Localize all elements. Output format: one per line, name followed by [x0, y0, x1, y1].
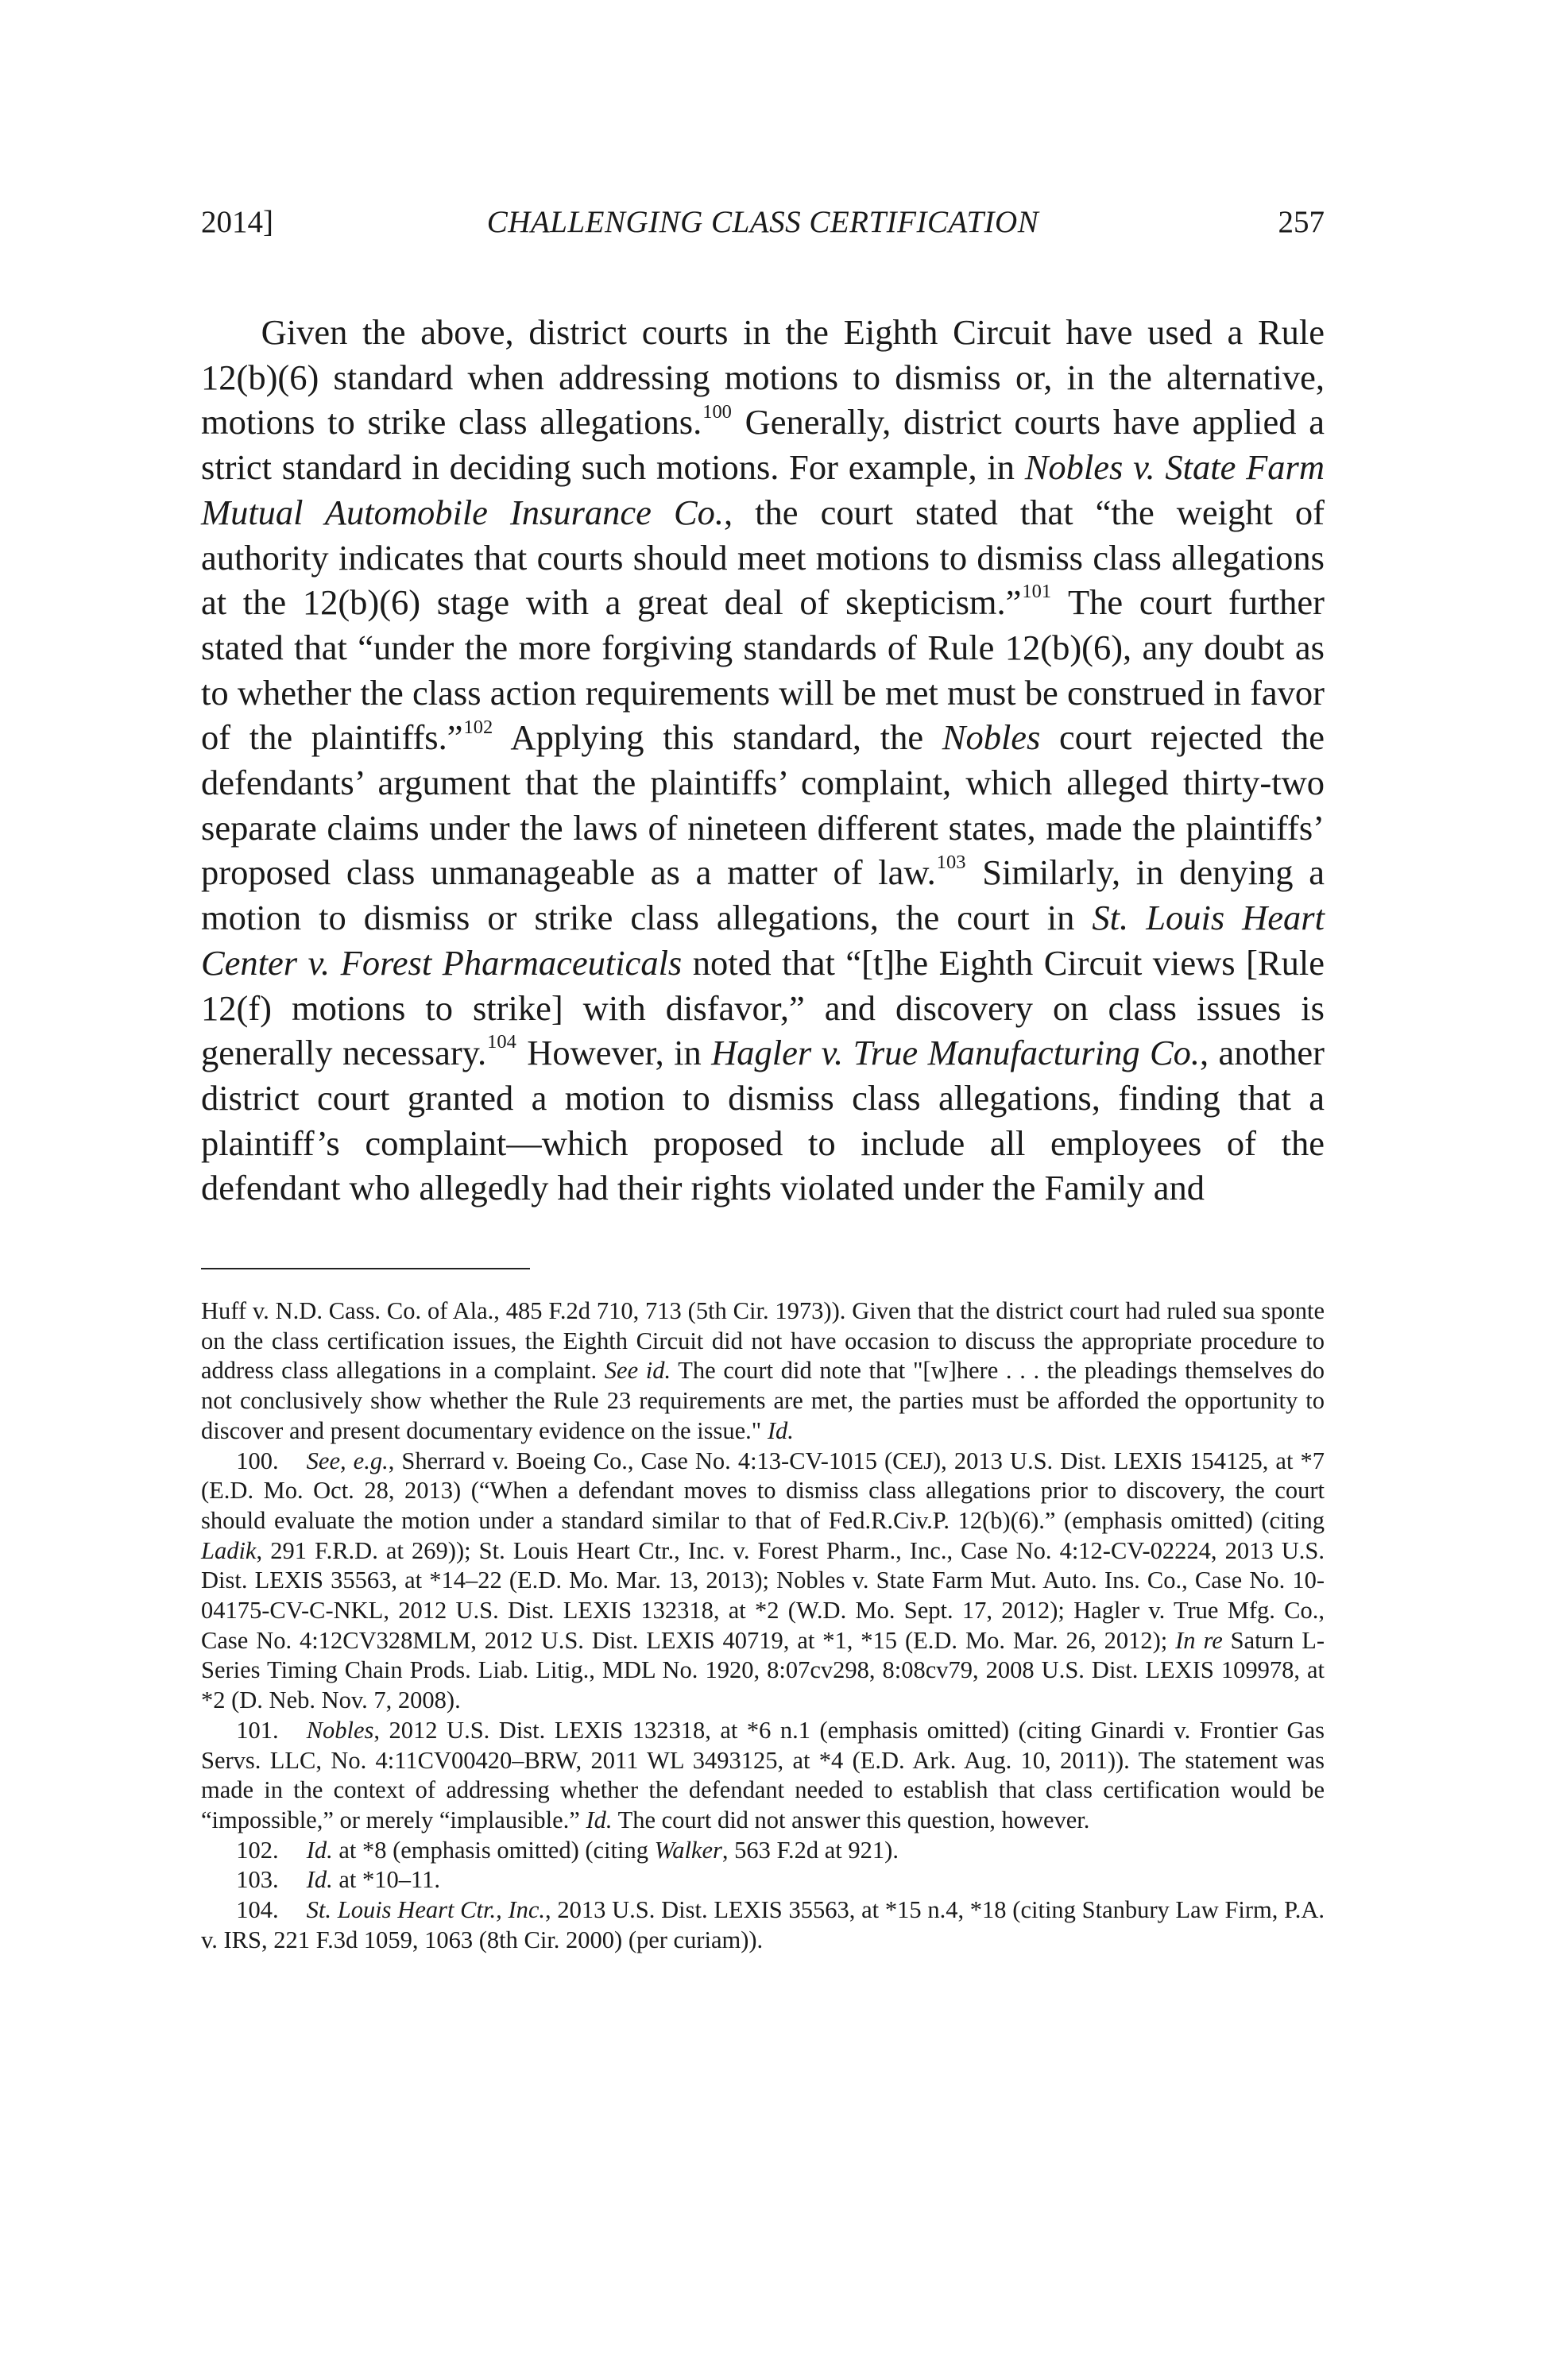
footnote-continued: [201, 1296, 1325, 1447]
body-text-run: noted that “[t]he Eighth Circuit views [Rule 12(f) motions to strike] with disfavor,” and discovery on class issues is generally necessary.: [201, 942, 1325, 1073]
page-number: 257: [1278, 205, 1325, 239]
footnote-case-name: Nobles: [306, 1716, 374, 1744]
footnote-ref-102[interactable]: 102: [463, 716, 493, 738]
footnote-signal: Id.: [306, 1866, 333, 1894]
footnote-signal: Id.: [306, 1836, 333, 1864]
footnote-number: 101.: [236, 1716, 279, 1744]
body-text-run: Applying this standard, the: [493, 717, 942, 758]
footnote-signal: Id.: [767, 1416, 794, 1444]
case-name-st-louis-heart: St. Louis Heart Center v. Forest Pharmaceuticals: [201, 898, 1325, 983]
footnote-signal: In re: [1175, 1626, 1223, 1654]
footnote-text: , 563 F.2d at 921).: [721, 1836, 899, 1864]
footnote-text: , 2013 U.S. Dist. LEXIS 35563, at *15 n.4, *18 (citing Stanbury Law Firm, P.A. v. IRS, 221 F.3d 1059, 1063 (8th Cir. 2000) (per curiam)).: [201, 1896, 1325, 1953]
footnote-case-name: Ladik: [201, 1536, 257, 1564]
footnote-text: The court did not answer this question, however.: [612, 1806, 1090, 1833]
body-paragraph: [201, 310, 1325, 1211]
footnote-text: Huff v. N.D. Cass. Co. of Ala., 485 F.2d 710, 713 (5th Cir. 1973)). Given that the district court had ruled sua sponte on the class certification issues, the Eighth Circuit did not have occasion to discuss the appropriate procedure to address class allegations in a complaint.: [201, 1297, 1325, 1385]
body-text-run: Given the above, district courts in the Eighth Circuit have used a Rule 12(b)(6) standard when addressing motions to dismiss or, in the alternative, motions to strike class allegations.: [201, 312, 1325, 442]
footnote-100: [201, 1447, 1325, 1716]
body-text-run: Generally, district courts have applied a strict standard in deciding such motions. For example, in: [201, 402, 1325, 488]
footnote-text: at *10–11.: [332, 1866, 440, 1894]
case-name-nobles: Nobles v. State Farm Mutual Automobile Insurance Co.: [201, 447, 1325, 532]
case-name-hagler: Hagler v. True Manufacturing Co.: [711, 1033, 1201, 1073]
volume-year: 2014]: [201, 205, 273, 239]
case-name-nobles-short: Nobles: [942, 717, 1041, 758]
footnote-ref-100[interactable]: 100: [702, 400, 732, 423]
body-text-run: court rejected the defendants’ argument that the plaintiffs’ complaint, which alleged thirty-two separate claims under the laws of nineteen different states, made the plaintiffs’ proposed class unmanageable as a matter of law.: [201, 717, 1325, 893]
body-text-run: , the court stated that “the weight of authority indicates that courts should meet motions to dismiss class allegations at the 12(b)(6) stage with a great deal of skepticism.”: [201, 492, 1325, 623]
footnote-104: [201, 1895, 1325, 1955]
footnote-case-name: Walker: [654, 1836, 722, 1864]
footnote-divider: [201, 1268, 530, 1269]
footnote-number: 102.: [236, 1836, 279, 1864]
footnote-ref-104[interactable]: 104: [487, 1031, 516, 1053]
body-text-run: However, in: [516, 1033, 712, 1073]
footnote-103: [201, 1865, 1325, 1895]
footnote-102: [201, 1836, 1325, 1866]
footnote-text: at *8 (emphasis omitted) (citing: [332, 1836, 655, 1864]
footnote-text: , 291 F.R.D. at 269)); St. Louis Heart Ctr., Inc. v. Forest Pharm., Inc., Case No. 4:12-CV-02224, 2013 U.S. Dist. LEXIS 35563, at *14–22 (E.D. Mo. Mar. 13, 2013); Nobles v. State Farm Mut. Auto. Ins. Co., Case No. 10-04175-CV-C-NKL, 2012 U.S. Dist. LEXIS 132318, at *2 (W.D. Mo. Sept. 17, 2012); Hagler v. True Mfg. Co., Case No. 4:12CV328MLM, 2012 U.S. Dist. LEXIS 40719, at *1, *15 (E.D. Mo. Mar. 26, 2012);: [201, 1536, 1325, 1654]
footnote-101: [201, 1716, 1325, 1836]
footnote-text: , Sherrard v. Boeing Co., Case No. 4:13-CV-1015 (CEJ), 2013 U.S. Dist. LEXIS 154125, at *7 (E.D. Mo. Oct. 28, 2013) (“When a defendant moves to dismiss class allegations prior to discovery, the court should evaluate the motion under a standard similar to that of Fed.R.Civ.P. 12(b)(6).” (emphasis omitted) (citing: [201, 1447, 1325, 1534]
footnote-case-name: St. Louis Heart Ctr., Inc.: [306, 1896, 546, 1924]
footnote-ref-101[interactable]: 101: [1022, 581, 1052, 603]
footnote-text: Saturn L-Series Timing Chain Prods. Liab. Litig., MDL No. 1920, 8:07cv298, 8:08cv79, 2008 U.S. Dist. LEXIS 109978, at *2 (D. Neb. Nov. 7, 2008).: [201, 1626, 1325, 1714]
footnote-number: 100.: [236, 1447, 279, 1474]
article-short-title: CHALLENGING CLASS CERTIFICATION: [486, 205, 1039, 239]
running-head: [201, 199, 1325, 246]
footnote-ref-103[interactable]: 103: [936, 851, 966, 873]
footnotes-section: [201, 1296, 1325, 1955]
body-text-run: Similarly, in denying a motion to dismiss or strike class allegations, the court in: [201, 852, 1325, 938]
footnote-number: 104.: [236, 1896, 279, 1924]
body-text-run: , another district court granted a motion to dismiss class allegations, finding that a plaintiff’s complaint—which proposed to include all employees of the defendant who allegedly had their rights violated under the Family and: [201, 1033, 1325, 1208]
footnote-text: The court did note that "[w]here . . . the pleadings themselves do not conclusively show whether the Rule 23 requirements are met, the parties must be afforded the opportunity to discover and present documentary evidence on the issue.": [201, 1357, 1325, 1444]
footnote-text: , 2012 U.S. Dist. LEXIS 132318, at *6 n.1 (emphasis omitted) (citing Ginardi v. Frontier Gas Servs. LLC, No. 4:11CV00420–BRW, 2011 WL 3493125, at *4 (E.D. Ark. Aug. 10, 2011)). The statement was made in the context of addressing whether the defendant needed to establish that class certification would be “impossible,” or merely “implausible.”: [201, 1716, 1325, 1833]
footnote-number: 103.: [236, 1866, 279, 1894]
footnote-signal: See id.: [604, 1357, 671, 1385]
footnote-signal: Id.: [586, 1806, 613, 1833]
footnote-signal: See, e.g.: [306, 1447, 389, 1474]
body-text-run: The court further stated that “under the more forgiving standards of Rule 12(b)(6), any doubt as to whether the class action requirements will be met must be construed in favor of the plaintiffs.”: [201, 582, 1325, 758]
